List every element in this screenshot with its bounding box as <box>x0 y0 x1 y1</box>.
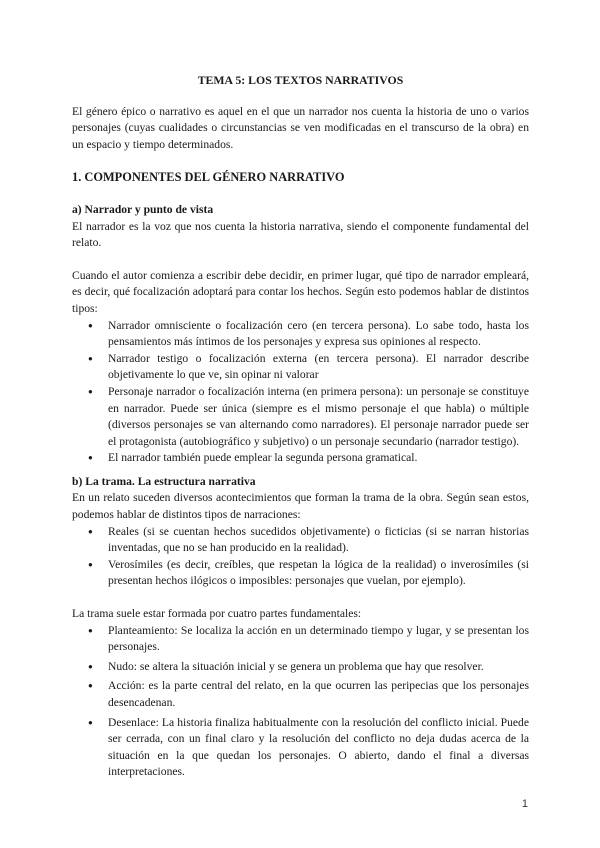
subsection-b-heading: b) La trama. La estructura narrativa <box>72 474 256 488</box>
list-item: ● Personaje narrador o focalización interna (en primera persona): un personaje se constituye en narrador. Puede ser única (siempre es el mismo personaje el que habla) o múltiple (diversos personajes se van alternando como narradores). El personaje narrador puede ser el protagonista (autobiográfico y subjetivo) o un personaje secundario (narrador testigo). <box>88 384 529 448</box>
list-item: ● Acción: es la parte central del relato, en la que ocurren las peripecias que los personajes desencadenan. <box>88 679 529 709</box>
list-item: ● Verosímiles (es decir, creíbles, que respetan la lógica de la realidad) o inverosímiles (si presentan hechos ilógicos o imposibles: personajes que vuelan, por ejemplo). <box>88 557 529 588</box>
intro-paragraph: El género épico o narrativo es aquel en el que un narrador nos cuenta la historia de uno o varios personajes (cuyas cualidades o circunstancias se ven modificadas en el transcurso de la obra) en un espacio y tiempo determinados. <box>72 104 529 151</box>
plot-parts-list <box>72 623 529 781</box>
list-item: ● El narrador también puede emplear la segunda persona gramatical. <box>108 450 529 467</box>
list-item: ● Narrador testigo o focalización externa (en tercera persona). El narrador describe objetivamente lo que ve, sin opinar ni valorar <box>88 351 529 382</box>
list-item: ● Nudo: se altera la situación inicial y se genera un problema que hay que resolver. <box>108 659 529 676</box>
page-number: 1 <box>521 798 528 810</box>
subsection-a-paragraph-2: Cuando el autor comienza a escribir debe decidir, en primer lugar, qué tipo de narrador empleará, es decir, qué focalización adoptará para contar los hechos. Según esto podemos hablar de distintos tipos: <box>72 268 529 315</box>
subsection-b-paragraph-2: La trama suele estar formada por cuatro partes fundamentales: <box>72 607 362 621</box>
bullet-icon: ● <box>88 453 93 463</box>
bullet-icon: ● <box>88 353 93 363</box>
narration-types-list <box>72 524 529 590</box>
list-item: ● Reales (si se cuentan hechos sucedidos objetivamente) o ficticias (si se narran historias inventadas, que no se han producido en la realidad). <box>88 524 529 555</box>
section-1-heading: 1. COMPONENTES DEL GÉNERO NARRATIVO <box>72 170 345 185</box>
subsection-a-paragraph-1: El narrador es la voz que nos cuenta la historia narrativa, siendo el componente fundamental del relato. <box>72 219 529 250</box>
subsection-a-heading: a) Narrador y punto de vista <box>72 202 214 216</box>
bullet-icon: ● <box>88 661 93 671</box>
bullet-icon: ● <box>88 526 93 536</box>
bullet-icon: ● <box>88 320 93 330</box>
bullet-icon: ● <box>88 559 93 569</box>
document-page <box>72 72 529 781</box>
bullet-icon: ● <box>88 625 93 635</box>
bullet-icon: ● <box>88 717 93 727</box>
list-item: ● Desenlace: La historia finaliza habitualmente con la resolución del conflicto inicial. Puede ser cerrada, con un final claro y la resolución del conflicto no deja dudas acerca de la situación en la que quedan los personajes. O abierto, dando el final a diversas interpretaciones. <box>88 715 529 779</box>
bullet-icon: ● <box>88 386 93 396</box>
narrator-types-list <box>72 318 529 467</box>
bullet-icon: ● <box>88 681 93 691</box>
subsection-b-paragraph-1: En un relato suceden diversos acontecimientos que forman la trama de la obra. Según sean estos, podemos hablar de distintos tipos de narraciones: <box>72 491 529 522</box>
list-item: ● Planteamiento: Se localiza la acción en un determinado tiempo y lugar, y se presentan los personajes. <box>88 623 529 654</box>
document-title: TEMA 5: LOS TEXTOS NARRATIVOS <box>197 73 404 87</box>
list-item: ● Narrador omnisciente o focalización cero (en tercera persona). Lo sabe todo, hasta los pensamientos más íntimos de los personajes y expresa sus opiniones al respecto. <box>88 318 529 349</box>
